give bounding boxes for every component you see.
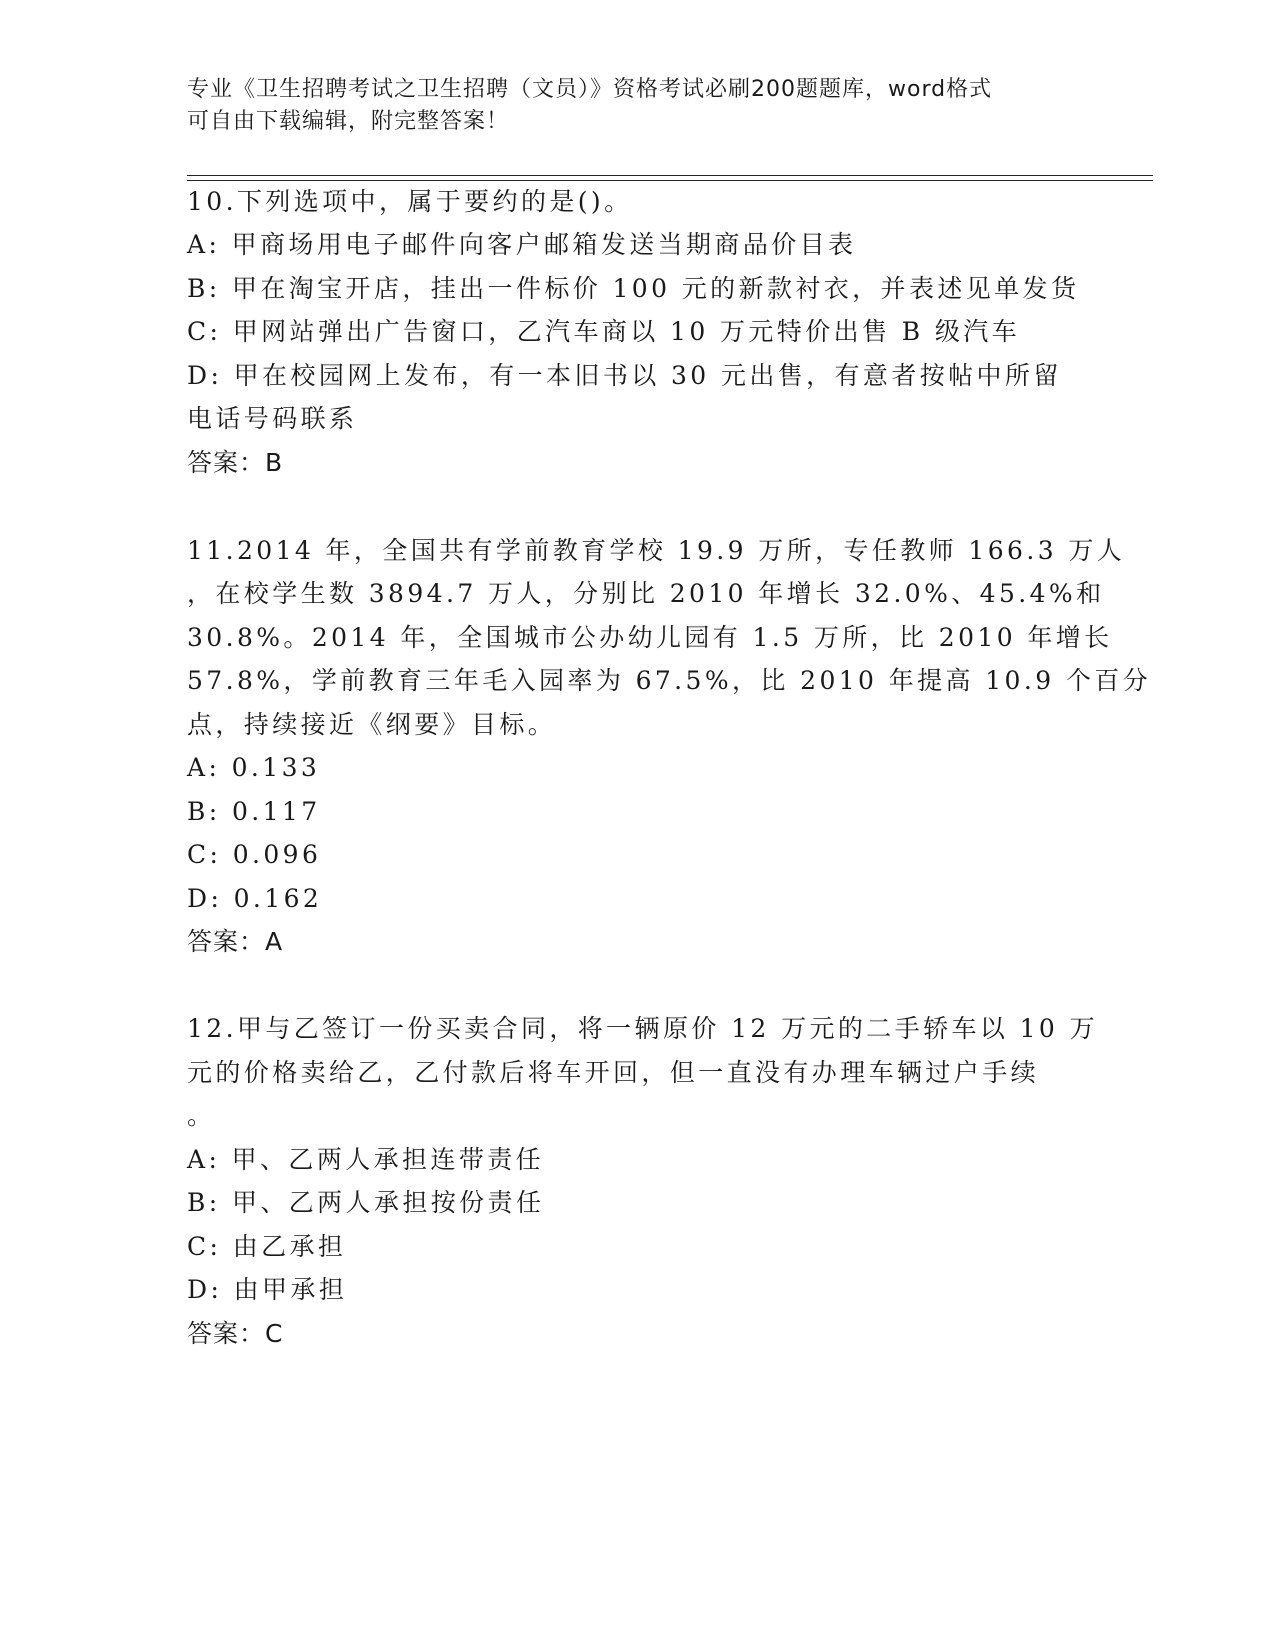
option-a: A: 甲商场用电子邮件向客户邮箱发送当期商品价目表 xyxy=(187,230,857,259)
option-b: B: 甲、乙两人承担按份责任 xyxy=(187,1188,545,1217)
question-stem-line: 。 xyxy=(187,1101,216,1130)
question-stem-line: 57.8%，学前教育三年毛入园率为 67.5%，比 2010 年提高 10.9 个百分 xyxy=(187,666,1152,695)
question-stem-line: 30.8%。2014 年，全国城市公办幼儿园有 1.5 万所，比 2010 年增长 xyxy=(187,623,1113,652)
header-line-2: 可自由下载编辑，附完整答案！ xyxy=(187,109,510,134)
option-b: B: 0.117 xyxy=(187,797,321,826)
option-d: D: 由甲承担 xyxy=(187,1275,348,1304)
option-c: C: 由乙承担 xyxy=(187,1232,347,1261)
answer-label: 答案：A xyxy=(187,927,284,956)
option-d: D: 甲在校园网上发布，有一本旧书以 30 元出售，有意者按帖中所留 xyxy=(187,361,1062,390)
question-stem-line: 点，持续接近《纲要》目标。 xyxy=(187,710,557,739)
option-c: C: 甲网站弹出广告窗口，乙汽车商以 10 万元特价出售 B 级汽车 xyxy=(187,317,1021,346)
document-header xyxy=(187,74,1067,138)
header-line-1: 专业《卫生招聘考试之卫生招聘（文员）》资格考试必刷200题题库，word格式 xyxy=(187,77,993,102)
header-rule-bottom xyxy=(187,180,1153,181)
option-d: D: 0.162 xyxy=(187,884,323,913)
answer-label: 答案：C xyxy=(187,1319,284,1348)
question-stem-line: ，在校学生数 3894.7 万人，分别比 2010 年增长 32.0%、45.4%和 xyxy=(187,579,1105,608)
option-a: A: 0.133 xyxy=(187,753,321,782)
question-stem-line: 10.下列选项中，属于要约的是()。 xyxy=(187,187,633,216)
option-b: B: 甲在淘宝开店，挂出一件标价 100 元的新款衬衣，并表述见单发货 xyxy=(187,274,1080,303)
answer-label: 答案：B xyxy=(187,448,284,477)
option-d-continued: 电话号码联系 xyxy=(187,404,358,433)
option-c: C: 0.096 xyxy=(187,840,322,869)
question-stem-line: 12.甲与乙签订一份买卖合同，将一辆原价 12 万元的二手轿车以 10 万 xyxy=(187,1014,1098,1043)
question-stem-line: 11.2014 年，全国共有学前教育学校 19.9 万所，专任教师 166.3 万人 xyxy=(187,536,1126,565)
header-rule-top xyxy=(187,175,1153,176)
option-a: A: 甲、乙两人承担连带责任 xyxy=(187,1145,545,1174)
question-stem-line: 元的价格卖给乙，乙付款后将车开回，但一直没有办理车辆过户手续 xyxy=(187,1058,1040,1087)
